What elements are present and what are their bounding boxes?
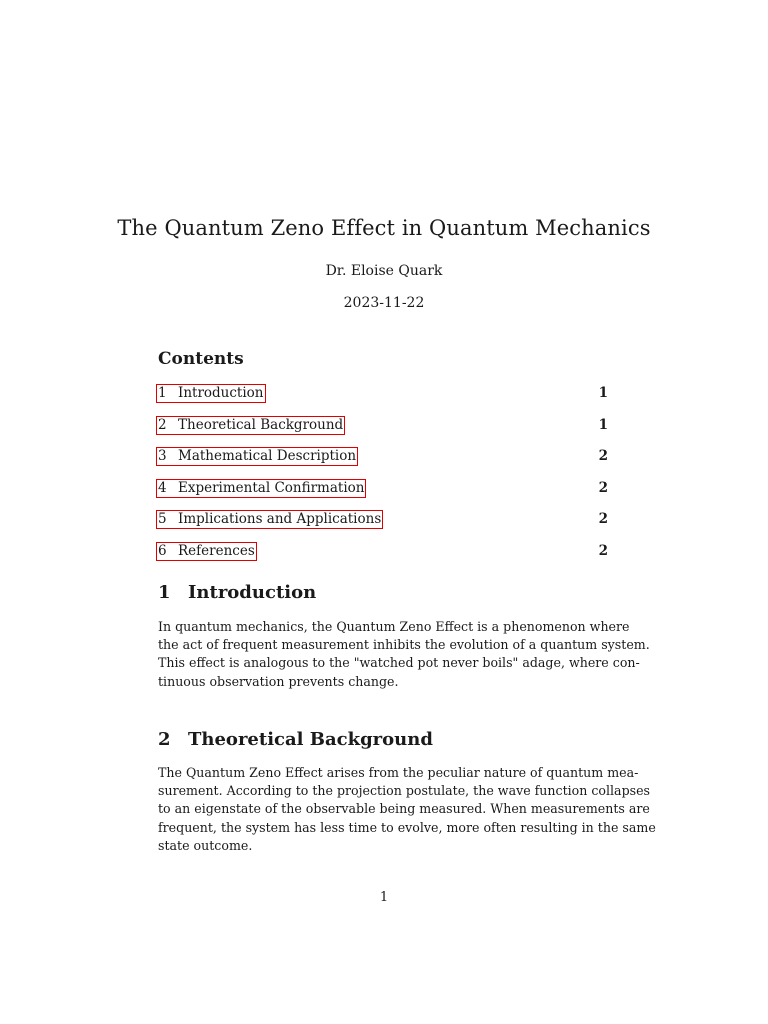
toc-item-page: 2 <box>598 542 608 559</box>
section-number: 2 <box>158 729 171 750</box>
toc-row <box>156 447 610 479</box>
page-number: 1 <box>379 890 389 905</box>
paper-date: 2023-11-22 <box>343 295 425 311</box>
section-body-theoretical-background <box>158 764 656 855</box>
section-number: 1 <box>158 582 171 603</box>
paper-author: Dr. Eloise Quark <box>325 263 443 279</box>
paragraph-line: frequent, the system has less time to evolve, more often resulting in the same <box>158 819 656 835</box>
paragraph-line: surement. According to the projection postulate, the wave function collapses <box>158 783 651 799</box>
toc-item-number: 1 <box>158 385 167 401</box>
paragraph-line: The Quantum Zeno Effect arises from the peculiar nature of quantum mea- <box>158 765 639 780</box>
toc-item-label: Experimental Confirmation <box>178 479 365 496</box>
paragraph-line: tinuous observation prevents change. <box>158 673 399 689</box>
paragraph-line: This effect is analogous to the "watched pot never boils" adage, where con- <box>158 655 640 671</box>
toc-item-label: Theoretical Background <box>178 416 344 433</box>
toc-row <box>156 479 610 511</box>
toc-item-number: 2 <box>158 416 167 433</box>
toc-item-number: 4 <box>158 479 167 496</box>
toc-link-introduction[interactable] <box>156 384 266 403</box>
toc-row <box>156 384 610 416</box>
toc-heading: Contents <box>158 349 244 369</box>
toc-item-label: Introduction <box>178 385 264 401</box>
toc-item-label: Mathematical Description <box>178 448 357 464</box>
toc-link-theoretical-background[interactable] <box>156 416 345 435</box>
toc-link-mathematical-description[interactable] <box>156 447 358 466</box>
toc-item-page: 2 <box>598 511 608 527</box>
paragraph-line: the act of frequent measurement inhibits the evolution of a quantum system. <box>158 637 650 653</box>
toc-item-page: 1 <box>598 416 608 433</box>
toc-item-page: 1 <box>598 385 608 401</box>
section-title: Introduction <box>188 582 317 603</box>
section-heading-introduction <box>158 582 316 603</box>
toc-item-number: 6 <box>158 542 167 559</box>
toc-row <box>156 542 610 574</box>
paragraph-line: In quantum mechanics, the Quantum Zeno Effect is a phenomenon where <box>158 619 630 634</box>
toc-link-implications-applications[interactable] <box>156 510 383 529</box>
toc-item-page: 2 <box>598 448 608 464</box>
toc-item-number: 5 <box>158 511 167 527</box>
toc-row <box>156 416 610 448</box>
section-heading-theoretical-background <box>158 729 433 750</box>
paper-title: The Quantum Zeno Effect in Quantum Mechanics <box>117 216 651 240</box>
toc-item-label: References <box>178 542 255 559</box>
section-body-introduction <box>158 618 650 691</box>
table-of-contents <box>156 384 610 573</box>
paragraph-line: state outcome. <box>158 837 253 853</box>
toc-row <box>156 510 610 542</box>
section-title: Theoretical Background <box>188 729 433 750</box>
toc-item-label: Implications and Applications <box>178 511 382 527</box>
toc-item-number: 3 <box>158 448 167 464</box>
paragraph-line: to an eigenstate of the observable being measured. When measurements are <box>158 801 650 817</box>
toc-item-page: 2 <box>598 479 608 496</box>
toc-link-experimental-confirmation[interactable] <box>156 479 366 498</box>
toc-link-references[interactable] <box>156 542 257 561</box>
